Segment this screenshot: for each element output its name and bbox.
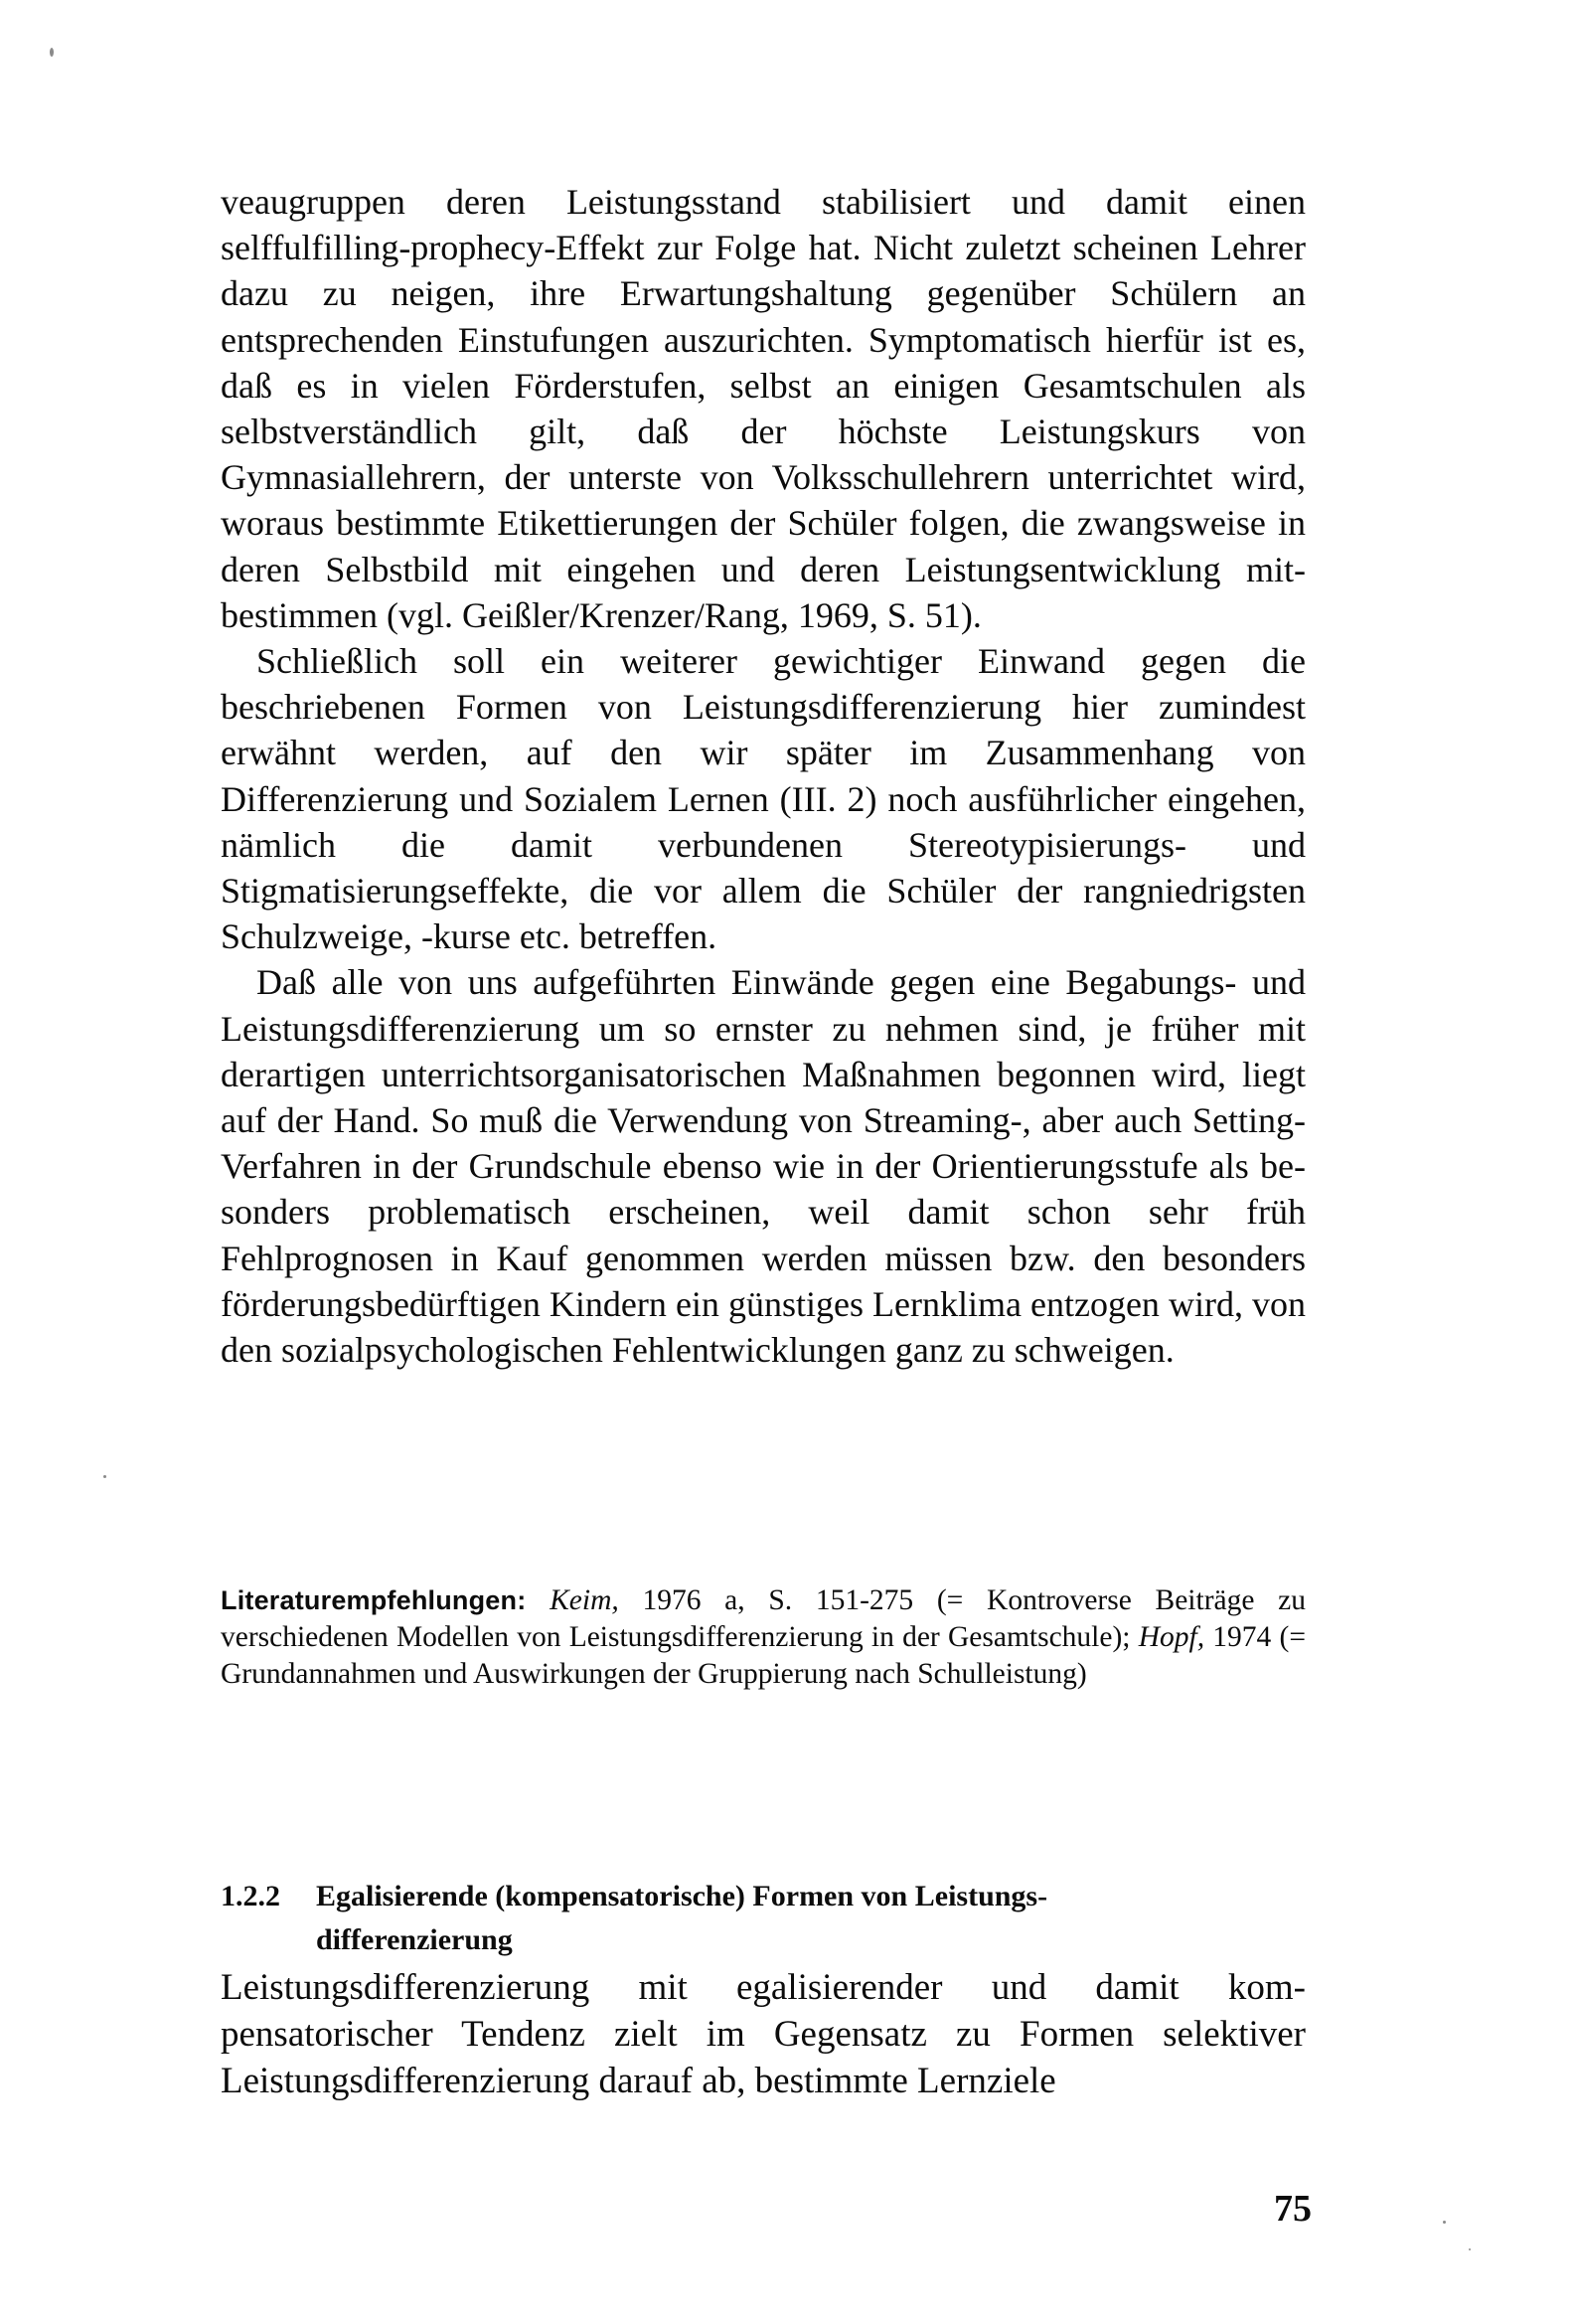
page-number: 75	[1274, 2188, 1312, 2230]
paragraph-objection-stigmatization: Schließlich soll ein weiterer gewichtiger Einwand gegen die beschriebenen Formen von Leistungsdifferenzierung hier zumindest erwähnt werden, auf den wir später im Zusammenhang von Differenzierung und Sozialem Lernen (III. 2) noch ausführlicher eingehen, nämlich die damit verbundenen Stereotypisierungs- und Stigmatisierungseffekte, die vor allem die Schüler der rangniedrigsten Schulzweige, -kurse etc. betreffen.	[221, 641, 1306, 957]
literature-text-keim: 1976 a, S. 151-275 (= Kontroverse Beiträge zu verschiedenen Modellen von Leistungsdifferenzierung in der Gesamtschule);	[221, 1584, 1306, 1653]
paragraph-early-differentiation: Daß alle von uns aufgeführten Einwände gegen eine Begabungs- und Leistungsdifferenzierung um so ernster zu nehmen sind, je früher mit derartigen unterrichtsorganisatorischen Maßnahmen begonnen wird, liegt auf der Hand. So muß die Verwendung von Streaming-, aber auch Setting-Verfahren in der Grundschule ebenso wie in der Orientierungsstufe als besonders problematisch erscheinen, weil damit schon sehr früh Fehlprognosen in Kauf genommen werden müssen bzw. den besonders förderungsbedürftigen Kindern ein günstiges Lernklima entzogen wird, von den sozialpsychologischen Fehlentwicklungen ganz zu schweigen.	[221, 962, 1306, 1371]
literature-author-hopf: Hopf,	[1138, 1621, 1205, 1653]
paragraph-continuation: veaugruppen deren Leistungsstand stabilisiert und damit einen selffulfilling-prophecy-Effekt zur Folge hat. Nicht zuletzt scheinen Lehrer dazu zu neigen, ihre Erwartungshaltung gegenüber Schülern an entsprechenden Einstufungen auszurichten. Symptomatisch hierfür ist es, daß es in vielen Förderstufen, selbst an einigen Gesamtschulen als selbstverständlich gilt, daß der höchste Leistungskurs von Gymnasiallehrern, der unterste von Volksschullehrern unterrichtet wird, woraus bestimmte Etikettierungen der Schüler folgen, die zwangsweise in deren Selbstbild mit eingehen und deren Leistungsentwicklung mitbestimmen (vgl. Geißler/Krenzer/Rang, 1969, S. 51).	[221, 182, 1306, 635]
scan-speck-left-margin	[103, 1475, 106, 1478]
section-number: 1.2.2	[221, 1880, 280, 1912]
section-body-text	[221, 1964, 1306, 2104]
literature-author-keim: Keim,	[550, 1584, 619, 1616]
scan-speck-top-left	[50, 48, 54, 57]
section-title-line-1: Egalisierende (kompensatorische) Formen von Leistungs-	[316, 1880, 1048, 1912]
main-body-text	[221, 179, 1306, 1373]
section-heading	[221, 1875, 1306, 1962]
literature-text-hopf: 1974 (= Grundannahmen und Auswirkungen der Gruppierung nach Schulleistung)	[221, 1621, 1306, 1690]
section-paragraph: Leistungsdifferenzierung mit egalisierender und damit kompensatorischer Tendenz zielt im Gegensatz zu Formen selektiver Leistungsdifferenzierung darauf ab, bestimmte Lernziele	[221, 1967, 1306, 2101]
literature-recommendations	[221, 1582, 1306, 1693]
literature-label: Literaturempfehlungen:	[221, 1585, 527, 1615]
scan-speck-bottom-right	[1443, 2221, 1446, 2224]
section-title-line-2: differenzierung	[316, 1923, 513, 1956]
scan-speck-bottom-right-2	[1469, 2248, 1471, 2250]
